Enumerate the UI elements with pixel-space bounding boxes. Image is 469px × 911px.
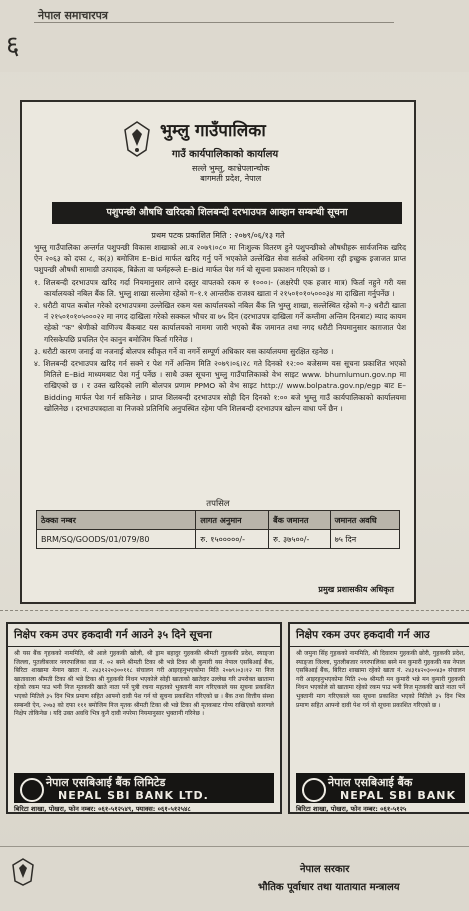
- address: [192, 164, 269, 184]
- newspaper-name: नेपाल समाचारपत्र: [38, 9, 109, 22]
- bank-name-en: NEPAL SBI BANK LTD.: [58, 789, 209, 802]
- cut-line: [0, 610, 469, 611]
- table-cell: ७५ दिन: [330, 530, 399, 549]
- intro-paragraph: भुम्लु गाउँपालिका अन्तर्गत पशुपन्छी विकास शाखाको आ.व २०७९।०८० मा निःशुल्क वितरण हुने पशुपन्छीको औषधीहरू सार्वजनिक खरिद ऐन २०६३ को दफा ८, क(३) बमोजिम E–Bid मार्फत खरिद गर्नु पर्ने भएकोले उल्लेखित सेवा सर्तको अधिनमा रही इच्छुक इजाजत प्राप्त पशुपन्छी औषधी सामाग्री उत्पादक, बिक्रेता वा फर्महरूले E–Bid मार्फत पेश गर्न यो सूचना प्रकाशन गरिएको छ ।: [34, 243, 406, 275]
- bank-name-np: नेपाल एसबिआई बैंक: [328, 776, 413, 789]
- address-line: बागमती प्रदेश, नेपाल: [200, 174, 262, 183]
- bank-logo-icon: [302, 778, 326, 802]
- page-number: ६: [6, 31, 20, 61]
- tender-table: [36, 510, 400, 549]
- ad-heading: निक्षेप रकम उपर हकदावी गर्न आउ: [290, 624, 469, 647]
- ad-heading: निक्षेप रकम उपर हकदावी गर्न आउने ३५ दिने सूचना: [8, 624, 280, 647]
- nepal-emblem-icon: [122, 120, 152, 158]
- table-cell: BRM/SQ/GOODS/01/079/80: [37, 530, 196, 549]
- ad-text: श्री यस बैंक गृहकको नाममिति, श्री आले गुहककी खोली, श्री ड्राम बहादुर गुहककी श्रीमती गुहककी प्रदेश, स्याङ्जा जिल्ला, पुतलीबजार नगरपालिका वडा नं. ०२ बस्ने श्रीमती टिका श्री भन्ने टिका श्री कुमारी यस नेपाल एसबिआई बैंक, बिरिटा शाखामा मेनान खाता नं. २४३१२२०३००११८ संचालन गरी आइरहनुभएकोमा मिति २०७९।०३।१२ मा निज खातावाला श्रीमती टिका श्री भन्ने टिका श्री गुहककी निधन भएकोले सोही खाताको खातेदार उल्लेख गरि उपरोक्त खातामा रहेको रकम पाउ भनी निज मृतककी खाते नाता पर्ने पुत्री रचना महतको भुक्तानी माग गरिएकाले यस सूचना प्रकाशित भएको मितिले ३५ दिन भित्र प्रमाण सहित आफ्नो दावी पेश गर्न यो सूचना प्रकाशित गरिएको छ । बैंक तथा वित्तीय संस्था सम्बन्धी ऐन, २०७३ को दफा १११ बमोजिम निज मृतक श्रीमती टिका श्री भन्ने टिका श्री मृतकबाट गोप्य राखिएको कारणले निक्षेप तोकिनेछ । यदि उक्त अवधि भित्र कुनै दावी नपरेमा नियमानुसार भुक्तानी गरिनेछ ।: [14, 650, 274, 718]
- notice-body: [34, 242, 406, 415]
- government-name: नेपाल सरकार: [300, 864, 350, 875]
- column-header: लागत अनुमान: [196, 511, 269, 530]
- table-header-row: [37, 511, 400, 530]
- table-cell: रु. ३७५००/-: [269, 530, 330, 549]
- org-name: भुम्लु गाउँपालिका: [160, 121, 266, 141]
- deposit-claim-notice: [288, 622, 469, 814]
- bank-logo-icon: [20, 778, 44, 802]
- column-header: जमानत अवधि: [330, 511, 399, 530]
- table-row: [37, 530, 400, 549]
- table-cell: रु. १५०००००/-: [196, 530, 269, 549]
- notice-point: ३. धरौटी कारण जनाई वा नजनाई बोलपत्र स्वीकृत गर्ने वा नगर्ने सम्पूर्ण अधिकार यस कार्यालयमा सुरक्षित रहनेछ ।: [34, 346, 334, 356]
- column-header: बैंक जमानत: [269, 511, 330, 530]
- bank-name-en: NEPAL SBI BANK: [340, 789, 456, 802]
- office-name: गाउँ कार्यपालिकाको कार्यालय: [172, 149, 279, 160]
- notice-heading: पशुपन्छी औषधि खरिदको शिलबन्दी दरभाउपत्र आव्हान सम्बन्धी सूचना: [52, 202, 402, 224]
- nepal-emblem-icon: [10, 857, 36, 887]
- notice-point: ४. शिलबन्दी दरभाउपत्र खरिद गर्न सक्ने र पेश गर्ने अन्तिम मिति २०७९।०६।२८ गते दिनको १२:०० बजेसम्म यस सूचना प्रकाशित भएको मितिले E–Bid माध्यमबाट पेश गर्नु पर्नेछ । साथै उक्त सूचना भुम्लु गाउँपालिकाको वेभ साइट www. bhumlumun.gov.np मा राखिएको छ । र उक्त खरिदको लागि बोलपत्र प्रणाम PPMO को वेभ साइट http:// www.bolpatra.gov.np/egp बाट E– Bidding मार्फत पेश गर्न सकिनेछ । प्राप्त शिलबन्दी दरभाउपत्र सोही दिन दिनको १:०० बजे भुम्लु गाउँ कार्यपालिकाको कार्यालयमा खोलिनेछ । दरभाउपत्रदाता वा निजको प्रतिनिधि अनुपस्थित रहेमा पनि शिलबन्दी दरभाउपत्र खोल्न वाधा पर्ने छैन ।: [34, 359, 406, 413]
- details-caption: तपसिल: [206, 499, 230, 509]
- bank-banner: [296, 773, 465, 803]
- header-rule: [34, 22, 394, 23]
- publication-date: प्रथम पटक प्रकाशित मिति : २०७९/०६/१३ गते: [151, 231, 285, 240]
- next-notice-header: [0, 846, 469, 911]
- bank-name-np: नेपाल एसबिआई बैंक लिमिटेड: [46, 776, 166, 789]
- bank-contact: बिरिटा शाखा, पोखरा, फोन नम्बर: ०६१-५१२५: [296, 805, 407, 813]
- signer: प्रमुख प्रशासकीय अधिकृत: [318, 585, 394, 594]
- deposit-claim-notice: [6, 622, 282, 814]
- ad-text: श्री जमुना सिंह गुहकको नाममिति, श्री दिवाराम गुहककी छोरी, गुहककी प्रदेश, स्याङ्जा जिल्ला, पुतलीबजार नगरपालिका बस्ने मन कुमारी गुहककी यस नेपाल एसबिआई बैंक, बिरिटा शाखामा रहेको खाता नं. २४३१४२०३००४३० संचालन गरी आइरहनुभएकोमा मिति २०७ श्रीमती मन कुमारी भन्ने मन कुमारी गुहककी निधन भएकोले सो खातामा रहेको रकम पाउ भनी निज मृतककी खाते नाता पर्ने भुक्तानी माग गरिएकाले यस सूचना प्रकाशित भएको मितिले ३५ दिन भित्र प्रमाण सहित आफ्नो दावी पेश गर्न यो सूचना प्रकाशित गरिएको छ ।: [296, 650, 465, 709]
- bank-banner: [14, 773, 274, 803]
- column-header: ठेक्का नम्बर: [37, 511, 196, 530]
- notice-point: २. धरौटी वापत कबोल गरेको दरभाउपत्रमा उल्लेखित रकम यस कार्यालयको नबिल बैंक लि भुम्लु शाखा, सल्लेस्थित रहेको ग–३ धरौटी खाता नं २१५०१०१०५०००२२ मा नगद दाखिला गरेको सक्कल भौचर वा ७५ दिन (दरभाउपत्र दाखिला गर्ने कम्तीमा अन्तिम दिनबाट) म्याद कायम रहेको "क" श्रेणीको वाणिज्य बैंकबाट यस कार्यालयको नाममा जारी भएको बैंक जमानत तथा नगद धरौटी नियमानुसार काग़जात पेश गरिसकेपछि प्रचलित ऐन कानुन बमोजिम फिर्ता गरिनेछ ।: [34, 301, 406, 344]
- bank-contact: बिरिटा शाखा, पोखरा, फोन नम्बर: ०६१-५१२५४९, फ्याक्स: ०६१-५१२५४८: [14, 805, 191, 813]
- tender-notice: [20, 100, 416, 604]
- running-head: [0, 0, 469, 72]
- notice-point: १. शिलबन्दी दरभाउपत्र खरिद गर्दा नियमानुसार लाग्ने दस्तुर वापतको रकम रु १०००।- (अक्षरेपी एक हजार मात्र) फिर्ता नहुने गरी यस कार्यालयको नबिल बैंक लि. भुम्लु शाखा सल्लेमा रहेको ग–१.१ आन्तरीक राजश्व खाता नं २१५०१०१०५०००३४ मा दाखिला गर्नुपर्नेछ ।: [34, 277, 406, 298]
- address-line: सल्ले भुम्लु, काभ्रेपलान्चोक: [192, 164, 270, 173]
- ministry-name: भौतिक पूर्वाधार तथा यातायात मन्त्रालय: [258, 882, 400, 893]
